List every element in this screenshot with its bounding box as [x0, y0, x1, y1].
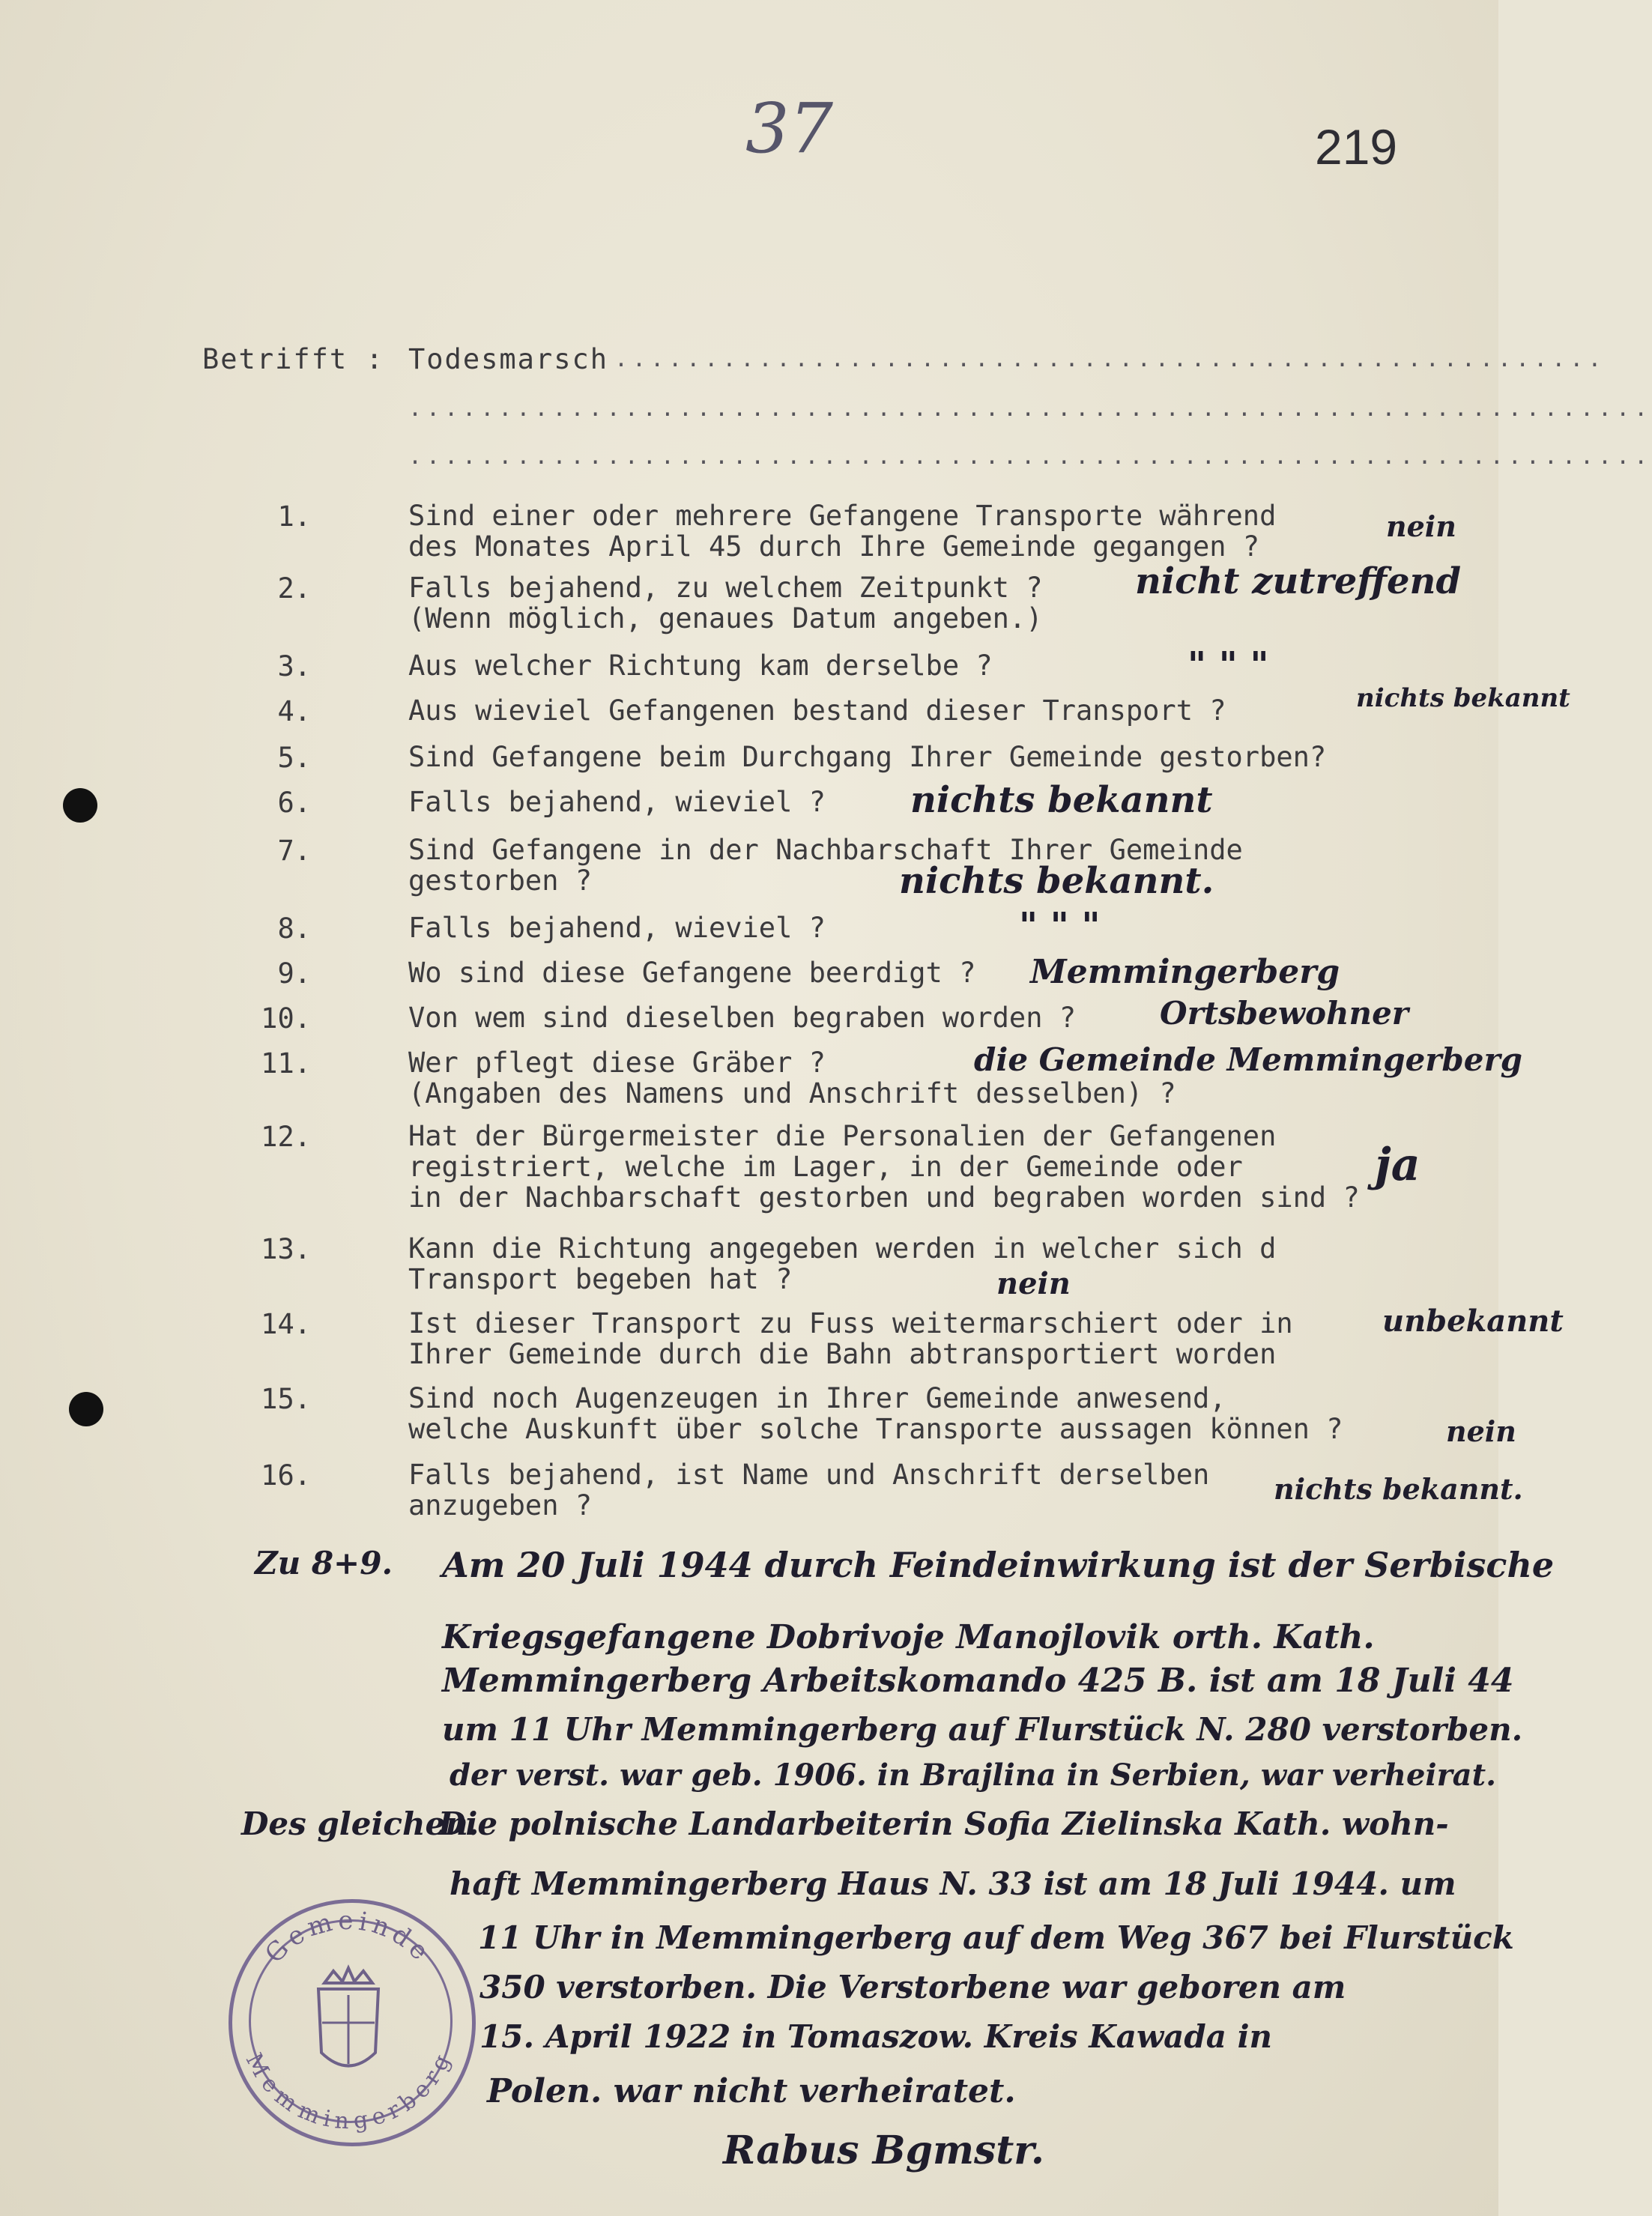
page-number: 219 [1315, 119, 1398, 175]
handwritten-answer: unbekannt [1382, 1304, 1564, 1339]
handwritten-answer: nicht zutreffend [1135, 560, 1461, 602]
question-number: 3. [277, 650, 311, 682]
question-line: anzugeben ? [408, 1489, 593, 1522]
subject-label: Betrifft : [202, 343, 384, 375]
question-number: 9. [277, 957, 311, 990]
question-number: 16. [261, 1459, 311, 1492]
question-line: Wer pflegt diese Gräber ? [408, 1047, 826, 1079]
question-number: 13. [261, 1233, 311, 1265]
handwritten-answer: nichts bekannt. [899, 860, 1214, 902]
handwritten-answer: ja [1375, 1139, 1420, 1191]
question-line: Falls bejahend, wieviel ? [408, 786, 826, 818]
question-number: 8. [277, 912, 311, 945]
question-text [408, 1383, 1343, 1444]
question-line: Aus welcher Richtung kam derselbe ? [408, 650, 993, 682]
question-number: 7. [277, 835, 311, 867]
question-text [408, 1459, 1209, 1521]
note-line: um 11 Uhr Memmingerberg auf Flurstück N. 280 verstorben. [442, 1711, 1523, 1748]
question-text [408, 1121, 1360, 1213]
handwritten-answer: Memmingerberg [1030, 953, 1340, 991]
question-text [408, 957, 975, 988]
subject-dots-3: ..................................................................... [408, 443, 1652, 470]
question-line: des Monates April 45 durch Ihre Gemeinde gegangen ? [408, 530, 1260, 563]
handwritten-answer: nein [1446, 1414, 1516, 1448]
note-line: Kriegsgefangene Dobrivoje Manojlovik orth. Kath. [442, 1618, 1375, 1656]
question-line: Falls bejahend, zu welchem Zeitpunkt ? [408, 572, 1043, 604]
handwritten-answer: nein [996, 1266, 1071, 1301]
question-line: Sind noch Augenzeugen in Ihrer Gemeinde anwesend, [408, 1382, 1226, 1414]
question-line: (Wenn möglich, genaues Datum angeben.) [408, 602, 1043, 635]
svg-text:Gemeinde: Gemeinde [259, 1905, 438, 1970]
question-number: 4. [277, 695, 311, 727]
note-line: 11 Uhr in Memmingerberg auf dem Weg 367 bei Flurstück [478, 1919, 1514, 1956]
question-text [408, 1308, 1293, 1369]
question-line: Sind Gefangene in der Nachbarschaft Ihrer Gemeinde [408, 834, 1243, 866]
question-line: Sind einer oder mehrere Gefangene Transporte während [408, 500, 1277, 532]
note-line: Memmingerberg Arbeitskomando 425 B. ist am 18 Juli 44 [442, 1662, 1514, 1700]
note-prefix: Des gleichen. [241, 1805, 479, 1842]
handwritten-answer: Ortsbewohner [1160, 995, 1409, 1032]
note-line: Polen. war nicht verheiratet. [487, 2072, 1016, 2110]
question-text [408, 695, 1226, 726]
question-number: 1. [277, 500, 311, 533]
question-line: Transport begeben hat ? [408, 1263, 793, 1295]
note-line: Am 20 Juli 1944 durch Feindeinwirkung ist der Serbische [442, 1545, 1555, 1585]
question-text [408, 1002, 1076, 1033]
question-line: Hat der Bürgermeister die Personalien der Gefangenen [408, 1120, 1277, 1152]
question-number: 12. [261, 1121, 311, 1153]
handwritten-answer: " " " [1187, 644, 1269, 686]
question-line: Kann die Richtung angegeben werden in welcher sich d [408, 1232, 1277, 1265]
question-line: welche Auskunft über solche Transporte aussagen können ? [408, 1413, 1343, 1445]
question-line: Falls bejahend, ist Name und Anschrift derselben [408, 1459, 1210, 1491]
question-number: 6. [277, 787, 311, 819]
question-text [408, 912, 826, 943]
question-number: 5. [277, 742, 311, 774]
question-line: Von wem sind dieselben begraben worden ? [408, 1002, 1077, 1034]
question-line: Aus wieviel Gefangenen bestand dieser Transport ? [408, 694, 1226, 727]
question-line: Ihrer Gemeinde durch die Bahn abtransportiert worden [408, 1338, 1277, 1370]
question-line: Wo sind diese Gefangene beerdigt ? [408, 957, 976, 989]
handwritten-answer: nichts bekannt [1356, 683, 1570, 713]
question-text [408, 500, 1276, 562]
subject-value: Todesmarsch [408, 343, 609, 375]
question-text [408, 650, 993, 681]
note-line: 15. April 1922 in Tomaszow. Kreis Kawada in [479, 2018, 1273, 2055]
subject-dots-1: ....................................................... [614, 346, 1606, 372]
question-number: 10. [261, 1002, 311, 1035]
question-text [408, 1233, 1276, 1295]
question-text [408, 572, 1042, 634]
punch-hole-bottom [69, 1392, 103, 1426]
note-line: haft Memmingerberg Haus N. 33 ist am 18 Juli 1944. um [450, 1865, 1456, 1902]
subject-dots-2: ..................................................................... [408, 396, 1652, 422]
question-line: Ist dieser Transport zu Fuss weitermarschiert oder in [408, 1307, 1293, 1339]
handwritten-answer: die Gemeinde Memmingerberg [974, 1041, 1523, 1078]
punch-hole-top [63, 788, 97, 823]
question-text [408, 787, 826, 817]
question-line: (Angaben des Namens und Anschrift desselben) ? [408, 1077, 1176, 1109]
question-number: 11. [261, 1047, 311, 1080]
question-number: 14. [261, 1308, 311, 1340]
question-line: Sind Gefangene beim Durchgang Ihrer Gemeinde gestorben? [408, 741, 1327, 773]
municipal-stamp [229, 1899, 476, 2146]
note-line: Die polnische Landarbeiterin Sofia Zielinska Kath. wohn- [438, 1805, 1449, 1842]
stamp-seal-graphic [229, 1899, 468, 2139]
question-line: Falls bejahend, wieviel ? [408, 912, 826, 944]
handwritten-answer: nein [1386, 509, 1456, 543]
note-line: 350 verstorben. Die Verstorbene war geboren am [479, 1969, 1346, 2005]
signature: Rabus Bgmstr. [723, 2128, 1044, 2173]
handwritten-answer: nichts bekannt. [1274, 1472, 1523, 1506]
question-number: 2. [277, 572, 311, 605]
question-line: in der Nachbarschaft gestorben und begraben worden sind ? [408, 1181, 1360, 1214]
question-line: gestorben ? [408, 865, 593, 897]
archive-number: 37 [745, 88, 834, 169]
question-number: 15. [261, 1383, 311, 1415]
question-line: registriert, welche im Lager, in der Gemeinde oder [408, 1151, 1243, 1183]
note-prefix: Zu 8+9. [255, 1545, 393, 1581]
handwritten-answer: " " " [1019, 905, 1101, 947]
note-line: der verst. war geb. 1906. in Brajlina in Serbien, war verheirat. [450, 1758, 1496, 1793]
handwritten-answer: nichts bekannt [910, 779, 1213, 821]
svg-text:Memmingerberg: Memmingerberg [240, 2048, 457, 2135]
question-text [408, 742, 1326, 772]
